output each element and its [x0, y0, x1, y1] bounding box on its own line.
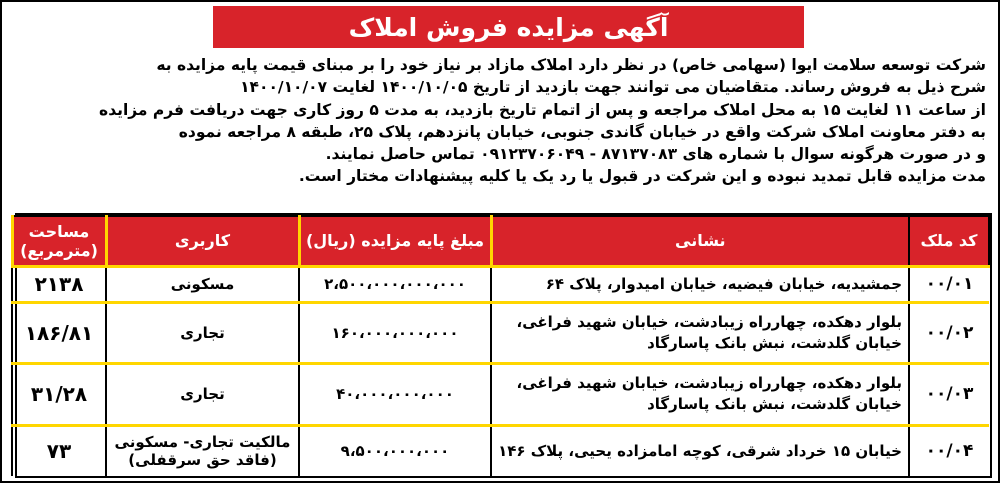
table-row: [12, 266, 989, 303]
cell-address: [491, 364, 909, 425]
table-row: [12, 303, 989, 364]
cell-price: ۴۰،۰۰۰،۰۰۰،۰۰۰: [299, 364, 491, 425]
cell-usage: [106, 303, 299, 364]
body-line: مدت مزایده قابل تمدید نبوده و این شرکت در قبول یا رد یک یا کلیه پیشنهادات مختار است.: [298, 167, 986, 186]
address-line: خیابان ۱۵ خرداد شرقی، کوچه امامزاده یحیی، پلاک ۱۴۶: [498, 441, 902, 460]
property-table: [15, 213, 992, 478]
header-area-line1: مساحت: [28, 221, 90, 241]
cell-area: ۳۱/۲۸: [12, 364, 106, 425]
cell-address: [491, 266, 909, 303]
cell-code: ۰۰/۰۱: [909, 266, 989, 303]
header-price: مبلغ پایه مزایده (ریال): [299, 216, 491, 266]
usage-line: تجاری: [180, 385, 225, 404]
usage-line: مسکونی: [170, 275, 235, 294]
cell-usage: [106, 425, 299, 476]
usage-line: تجاری: [180, 324, 225, 343]
cell-address: [491, 303, 909, 364]
body-line: شرکت توسعه سلامت ایوا (سهامی خاص) در نظر دارد املاک مازاد بر نیاز خود را بر مبنای قیمت پایه مزایده به: [156, 56, 986, 74]
notice-body: [18, 54, 986, 188]
body-line: و در صورت هرگونه سوال با شماره های ۸۷۱۳۷۰۸۳ - ۰۹۱۲۳۷۰۶۰۴۹ تماس حاصل نمایند.: [325, 145, 986, 164]
cell-usage: [106, 364, 299, 425]
address-line: خیابان گلدشت، نبش بانک پاسارگاد: [647, 395, 902, 414]
notice-title: آگهی مزایده فروش املاک: [213, 6, 804, 48]
table-row: [12, 425, 989, 476]
usage-line: (فاقد حق سرقفلی): [128, 451, 277, 470]
cell-usage: [106, 266, 299, 303]
cell-price: ۱۶۰،۰۰۰،۰۰۰،۰۰۰: [299, 303, 491, 364]
cell-area: ۷۳: [12, 425, 106, 476]
header-area-line2: (مترمربع): [20, 240, 98, 260]
cell-area: ۱۸۶/۸۱: [12, 303, 106, 364]
body-line: از ساعت ۱۱ لغایت ۱۵ به محل املاک مراجعه و پس از اتمام تاریخ بازدید، به مدت ۵ روز کاری جهت دریافت فرم مزایده: [99, 100, 986, 119]
usage-line: مالکیت تجاری- مسکونی: [114, 433, 291, 452]
cell-price: ۹،۵۰۰،۰۰۰،۰۰۰: [299, 425, 491, 476]
cell-code: ۰۰/۰۳: [909, 364, 989, 425]
header-usage: کاربری: [106, 216, 299, 266]
address-line: جمشیدیه، خیابان فیضیه، خیابان امیدوار، پلاک ۶۴: [545, 274, 902, 293]
cell-code: ۰۰/۰۲: [909, 303, 989, 364]
header-area: [12, 216, 106, 266]
address-line: بلوار دهکده، چهارراه زیبادشت، خیابان شهید فراغی،: [516, 313, 902, 332]
body-line: شرح ذیل به فروش رساند. متقاضیان می توانند جهت بازدید از تاریخ ۱۴۰۰/۱۰/۰۵ لغایت ۱۴۰۰/۱۰/۰۷: [240, 78, 986, 97]
body-line: به دفتر معاونت املاک شرکت واقع در خیابان گاندی جنوبی، خیابان پانزدهم، پلاک ۲۵، طبقه ۸ مراجعه نموده: [178, 122, 986, 141]
address-line: خیابان گلدشت، نبش بانک پاسارگاد: [647, 334, 902, 353]
header-address: نشانی: [491, 216, 909, 266]
cell-address: [491, 425, 909, 476]
cell-price: ۲،۵۰۰،۰۰۰،۰۰۰،۰۰۰: [299, 266, 491, 303]
cell-area: ۲۱۳۸: [12, 266, 106, 303]
table-row: [12, 364, 989, 425]
cell-code: ۰۰/۰۴: [909, 425, 989, 476]
header-code: کد ملک: [909, 216, 989, 266]
table-header-row: [12, 216, 989, 266]
address-line: بلوار دهکده، چهارراه زیبادشت، خیابان شهید فراغی،: [516, 374, 902, 393]
